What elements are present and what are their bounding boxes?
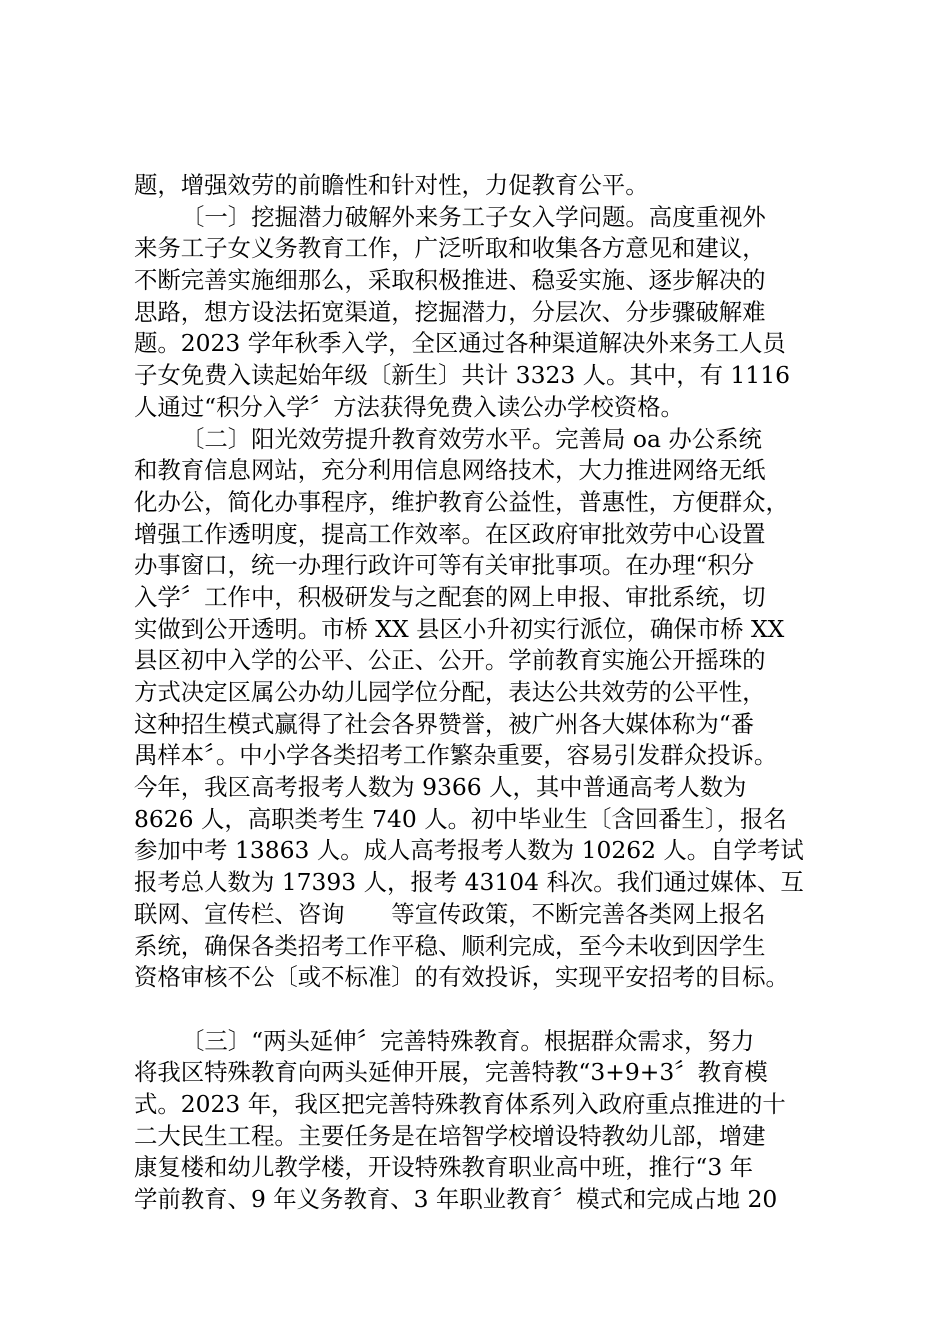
document-body — [134, 170, 834, 1216]
text-line: 这种招生模式赢得了社会各界赞誉，被广州各大媒体称为“番 — [134, 709, 755, 738]
text-line: 人通过“积分入学〞方法获得免费入读公办学校资格。 — [134, 392, 684, 421]
text-line: 学前教育、9 年义务教育、3 年职业教育〞模式和完成占地 20 — [134, 1185, 778, 1213]
text-line: 化办公，简化办事程序，维护教育公益性，普惠性，方便群众， — [134, 487, 789, 516]
text-line: 参加中考 13863 人。成人高考报考人数为 10262 人。自学考试 — [134, 836, 804, 865]
text-line: 子女免费入读起始年级〔新生〕共计 3323 人。其中，有 1116 — [134, 361, 790, 390]
text-line: 今年，我区高考报考人数为 9366 人，其中普通高考人数为 — [134, 773, 747, 802]
text-line: 题。2023 学年秋季入学，全区通过各种渠道解决外来务工人员 — [134, 329, 786, 358]
paragraph-start-line: 〔二〕阳光效劳提升教育效劳水平。完善局 oa 办公系统 — [181, 424, 762, 453]
text-line: 和教育信息网站，充分利用信息网络技术，大力推进网络无纸 — [134, 456, 766, 485]
text-line: 不断完善实施细那么，采取积极推进、稳妥实施、逐步解决的 — [134, 266, 766, 295]
text-line: 式。2023 年，我区把完善特殊教育体系列入政府重点推进的十 — [134, 1089, 786, 1118]
text-line: 入学〞工作中，积极研发与之配套的网上申报、审批系统，切 — [134, 582, 766, 611]
text-line: 康复楼和幼儿教学楼，开设特殊教育职业高中班，推行“3 年 — [134, 1153, 754, 1182]
text-line: 题，增强效劳的前瞻性和针对性，力促教育公平。 — [134, 171, 649, 199]
text-line: 禺样本〞。中小学各类招考工作繁杂重要，容易引发群众投诉。 — [134, 741, 778, 770]
text-line: 方式决定区属公办幼儿园学位分配，表达公共效劳的公平性， — [134, 678, 766, 706]
text-line: 资格审核不公〔或不标准〕的有效投诉，实现平安招考的目标。 — [134, 963, 789, 992]
text-line: 报考总人数为 17393 人，报考 43104 科次。我们通过媒体、互 — [134, 868, 804, 897]
text-line: 将我区特殊教育向两头延伸开展，完善特教“3+9+3〞教育模 — [134, 1058, 768, 1087]
text-line: 办事窗口，统一办理行政许可等有关审批事项。在办理“积分 — [134, 551, 755, 580]
paragraph-gap — [134, 994, 834, 1026]
text-line: 8626 人，高职类考生 740 人。初中毕业生〔含回番生〕，报名 — [134, 804, 787, 833]
paragraph-start-line: 〔一〕挖掘潜力破解外来务工子女入学问题。高度重视外 — [181, 202, 766, 231]
text-line: 实做到公开透明。市桥 XX 县区小升初实行派位，确保市桥 XX — [134, 614, 785, 643]
paragraph-start-line: 〔三〕“两头延伸〞完善特殊教育。根据群众需求，努力 — [181, 1026, 755, 1055]
text-line: 来务工子女义务教育工作，广泛听取和收集各方意见和建议， — [134, 234, 766, 263]
text-line: 县区初中入学的公平、公正、公开。学前教育实施公开摇珠的 — [134, 646, 766, 675]
text-line: 增强工作透明度，提高工作效率。在区政府审批效劳中心设置 — [134, 519, 766, 548]
text-line: 二大民生工程。主要任务是在培智学校增设特教幼儿部，增建 — [134, 1121, 766, 1150]
text-line: 系统，确保各类招考工作平稳、顺利完成，至今未收到因学生 — [134, 931, 766, 960]
text-line: 联网、宣传栏、咨询 等宣传政策，不断完善各类网上报名 — [134, 899, 766, 928]
text-line: 思路，想方设法拓宽渠道，挖掘潜力，分层次、分步骤破解难 — [134, 297, 766, 326]
